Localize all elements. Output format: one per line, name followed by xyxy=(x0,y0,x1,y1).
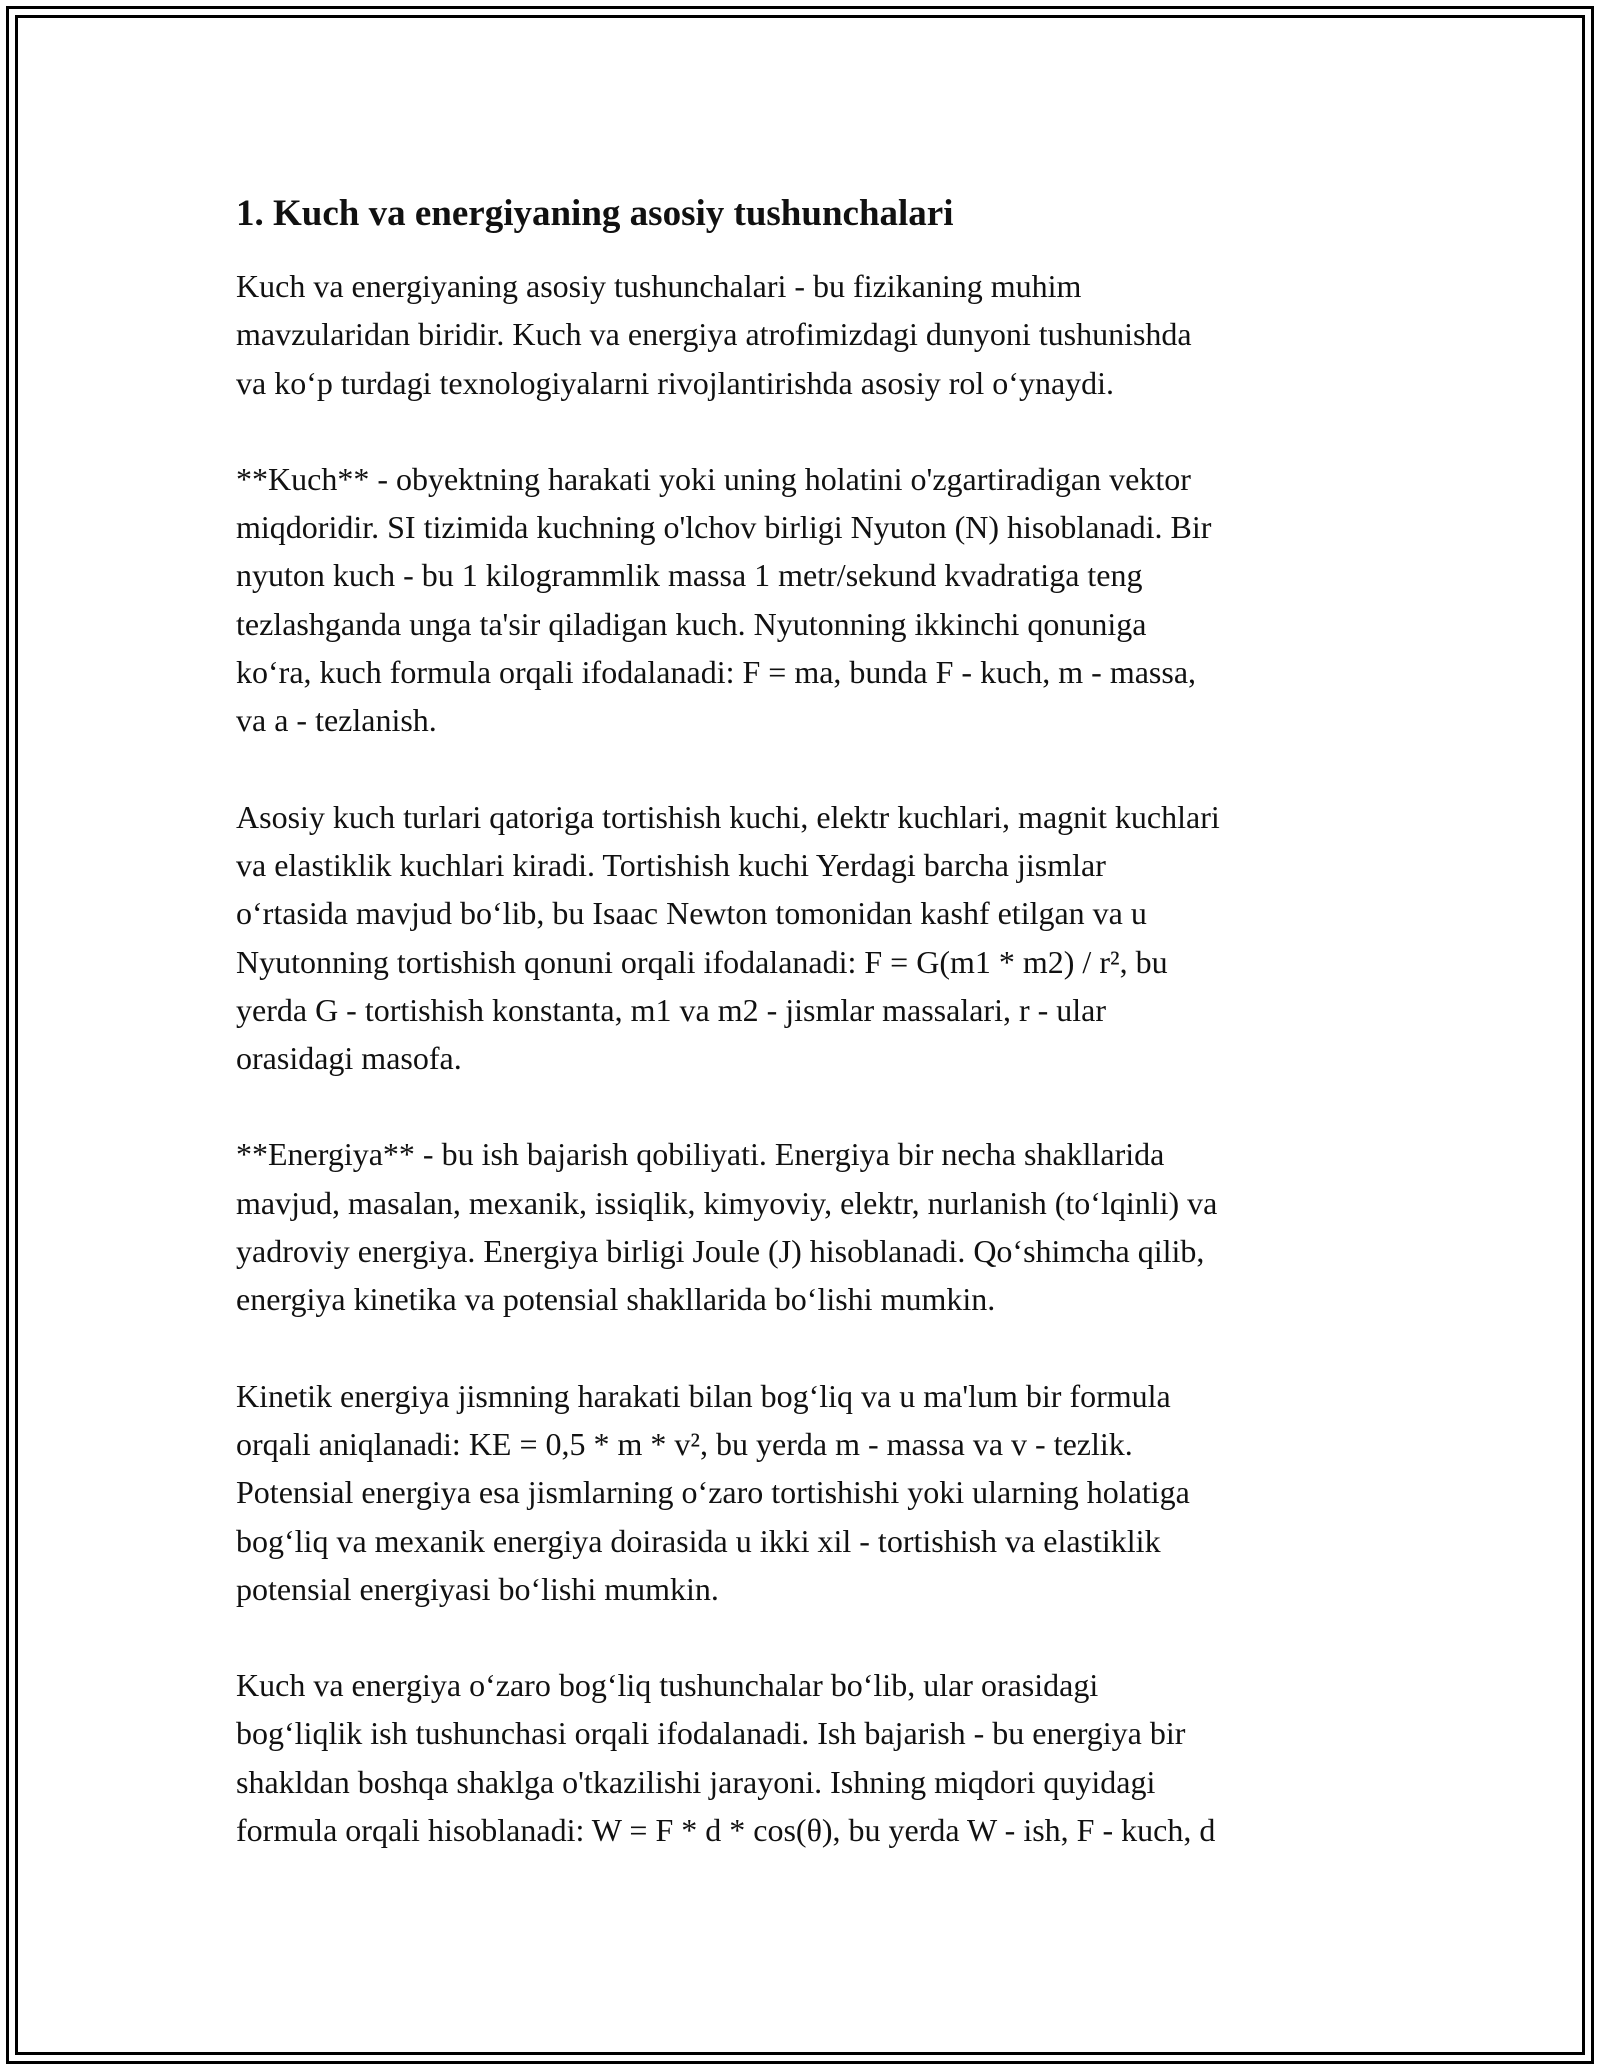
text-line: yadroviy energiya. Energiya birligi Joule (J) hisoblanadi. Qo‘shimcha qilib, xyxy=(236,1233,1205,1270)
paragraph-energiya xyxy=(236,1130,1376,1323)
text-line: Potensial energiya esa jismlarning o‘zaro tortishishi yoki ularning holatiga xyxy=(236,1474,1190,1511)
text-line: energiya kinetika va potensial shakllarida bo‘lishi mumkin. xyxy=(236,1281,996,1318)
paragraph-intro xyxy=(236,262,1376,407)
text-line: orqali aniqlanadi: KE = 0,5 * m * v², bu yerda m - massa va v - tezlik. xyxy=(236,1425,1133,1462)
text-line: ko‘ra, kuch formula orqali ifodalanadi: F = ma, bunda F - kuch, m - massa, xyxy=(236,654,1197,691)
text-line: potensial energiyasi bo‘lishi mumkin. xyxy=(236,1570,719,1607)
text-line: nyuton kuch - bu 1 kilogrammlik massa 1 metr/sekund kvadratiga teng xyxy=(236,557,1143,594)
text-line: va a - tezlanish. xyxy=(236,702,437,739)
text-line: Kuch va energiya o‘zaro bog‘liq tushunchalar bo‘lib, ular orasidagi xyxy=(236,1667,1099,1704)
text-line: formula orqali hisoblanadi: W = F * d * cos(θ), bu yerda W - ish, F - kuch, d xyxy=(236,1812,1216,1849)
text-line: bog‘liqlik ish tushunchasi orqali ifodalanadi. Ish bajarish - bu energiya bir xyxy=(236,1715,1186,1752)
paragraph-work xyxy=(236,1661,1376,1854)
text-line: Asosiy kuch turlari qatoriga tortishish kuchi, elektr kuchlari, magnit kuchlari xyxy=(236,798,1220,835)
text-line: bog‘liq va mexanik energiya doirasida u ikki xil - tortishish va elastiklik xyxy=(236,1522,1161,1559)
text-line: va ko‘p turdagi texnologiyalarni rivojlantirishda asosiy rol o‘ynaydi. xyxy=(236,364,1115,401)
text-line: **Kuch** - obyektning harakati yoki uning holatini o'zgartiradigan vektor xyxy=(236,460,1191,497)
paragraph-force-types xyxy=(236,793,1376,1083)
text-line: **Energiya** - bu ish bajarish qobiliyati. Energiya bir necha shakllarida xyxy=(236,1136,1165,1173)
text-line: o‘rtasida mavjud bo‘lib, bu Isaac Newton tomonidan kashf etilgan va u xyxy=(236,895,1147,932)
text-line: orasidagi masofa. xyxy=(236,1040,462,1077)
text-line: mavzularidan biridir. Kuch va energiya atrofimizdagi dunyoni tushunishda xyxy=(236,316,1192,353)
text-line: tezlashganda unga ta'sir qiladigan kuch. Nyutonning ikkinchi qonuniga xyxy=(236,605,1147,642)
section-heading: 1. Kuch va energiyaning asosiy tushunchalari xyxy=(236,193,954,234)
document-body xyxy=(236,188,1376,1902)
text-line: shakldan boshqa shaklga o'tkazilishi jarayoni. Ishning miqdori quyidagi xyxy=(236,1763,1156,1800)
text-line: Kuch va energiyaning asosiy tushunchalari - bu fizikaning muhim xyxy=(236,268,1082,304)
paragraph-kinetic xyxy=(236,1372,1376,1613)
text-line: mavjud, masalan, mexanik, issiqlik, kimyoviy, elektr, nurlanish (to‘lqinli) va xyxy=(236,1184,1218,1221)
text-line: yerda G - tortishish konstanta, m1 va m2 - jismlar massalari, r - ular xyxy=(236,991,1107,1028)
text-line: Kinetik energiya jismning harakati bilan bog‘liq va u ma'lum bir formula xyxy=(236,1377,1171,1414)
paragraph-kuch xyxy=(236,455,1376,745)
text-line: va elastiklik kuchlari kiradi. Tortishish kuchi Yerdagi barcha jismlar xyxy=(236,846,1106,883)
text-line: Nyutonning tortishish qonuni orqali ifodalanadi: F = G(m1 * m2) / r², bu xyxy=(236,943,1168,980)
text-line: miqdoridir. SI tizimida kuchning o'lchov birligi Nyuton (N) hisoblanadi. Bir xyxy=(236,509,1212,546)
